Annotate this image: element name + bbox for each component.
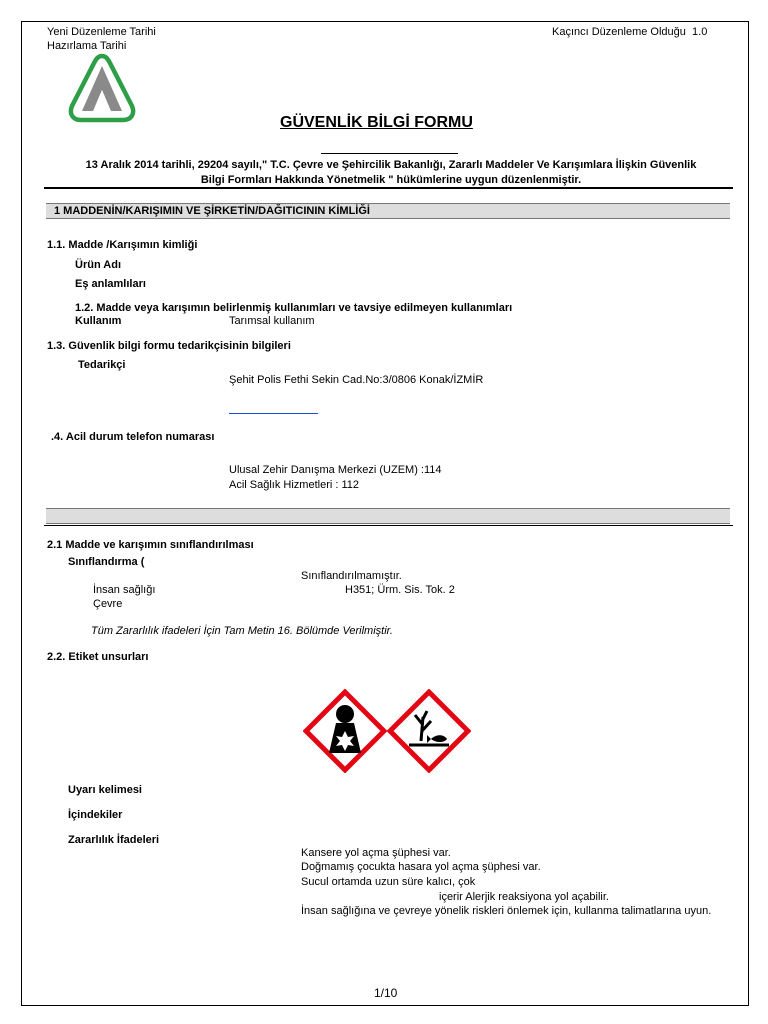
revision-number: 1.0 xyxy=(692,26,708,38)
contents-label: İçindekiler xyxy=(68,809,123,821)
section-1-3-heading: 1.3. Güvenlik bilgi formu tedarikçisinin bilgileri xyxy=(47,340,291,352)
section-2-1-heading: 2.1 Madde ve karışımın sınıflandırılması xyxy=(47,539,254,551)
section-1-1-heading: 1.1. Madde /Karışımın kimliği xyxy=(47,239,198,251)
prepared-date-label: Hazırlama Tarihi xyxy=(47,40,127,52)
synonyms-label: Eş anlamlıları xyxy=(75,278,146,290)
environment-hazard-pictogram xyxy=(387,689,471,776)
product-name-label: Ürün Adı xyxy=(75,259,122,271)
hazard-statement: Kansere yol açma şüphesi var. xyxy=(301,847,451,859)
hazard-statements-label: Zararlılık İfadeleri xyxy=(68,834,160,846)
section-1-4-heading: .4. Acil durum telefon numarası xyxy=(51,431,215,443)
section1-bar xyxy=(46,203,730,219)
emergency-number-uzem: Ulusal Zehir Danışma Merkezi (UZEM) :114 xyxy=(229,464,442,476)
health-hazard-pictogram xyxy=(303,689,387,776)
company-logo xyxy=(66,52,138,127)
section1-heading: 1 MADDENİN/KARIŞIMIN VE ŞİRKETİN/DAĞITICININ KİMLİĞİ xyxy=(54,205,370,217)
supplier-address: Şehit Polis Fethi Sekin Cad.No:3/0806 Konak/İZMİR xyxy=(229,374,484,386)
hazard-statement: içerir Alerjik reaksiyona yol açabilir. xyxy=(439,891,609,903)
section2-divider xyxy=(44,525,733,526)
title-separator xyxy=(321,153,458,154)
logo-icon xyxy=(66,52,138,124)
human-health-label: İnsan sağlığı xyxy=(93,584,156,596)
emergency-number-health: Acil Sağlık Hizmetleri : 112 xyxy=(229,479,360,491)
section-2-2-heading: 2.2. Etiket unsurları xyxy=(47,651,149,663)
usage-label: Kullanım xyxy=(75,315,122,327)
classification-label: Sınıflandırma ( xyxy=(68,556,145,568)
signal-word-label: Uyarı kelimesi xyxy=(68,784,142,796)
usage-value: Tarımsal kullanım xyxy=(229,315,315,327)
classification-value: Sınıflandırılmamıştır. xyxy=(301,570,402,582)
supplier-link[interactable] xyxy=(229,413,318,414)
page-number: 1/10 xyxy=(374,986,398,1000)
hazard-statement: Sucul ortamda uzun süre kalıcı, çok xyxy=(301,876,476,888)
section2-bar xyxy=(46,508,730,524)
hazard-statement: Doğmamış çocukta hasara yol açma şüphesi var. xyxy=(301,861,541,873)
environment-label: Çevre xyxy=(93,598,123,610)
regulation-text: 13 Aralık 2014 tarihli, 29204 sayılı," T.C. Çevre ve Şehircilik Bakanlığı, Zararlı Maddeler Ve Karışımlara İlişkin Güvenlik Bilgi Formları Hakkında Yönetmelik " hükümlerine uygun düzenlenmiştir. xyxy=(85,159,697,186)
revision-number-label: Kaçıncı Düzenleme Olduğu 1.0 xyxy=(552,26,708,38)
section-1-2-heading: 1.2. Madde veya karışımın belirlenmiş kullanımları ve tavsiye edilmeyen kullanımları xyxy=(75,302,513,314)
header-divider xyxy=(44,187,733,189)
revision-date-label: Yeni Düzenleme Tarihi xyxy=(47,26,156,38)
full-text-note: Tüm Zararlılık ifadeleri İçin Tam Metin 16. Bölümde Verilmiştir. xyxy=(91,625,393,637)
human-health-value: H351; Ürm. Sis. Tok. 2 xyxy=(345,584,455,596)
health-hazard-icon xyxy=(303,689,387,773)
document-title: GÜVENLİK BİLGİ FORMU xyxy=(280,114,473,131)
supplier-label: Tedarikçi xyxy=(78,359,126,371)
environment-hazard-icon xyxy=(387,689,471,773)
hazard-statement: İnsan sağlığına ve çevreye yönelik riskleri önlemek için, kullanma talimatlarına uyun. xyxy=(301,905,712,917)
